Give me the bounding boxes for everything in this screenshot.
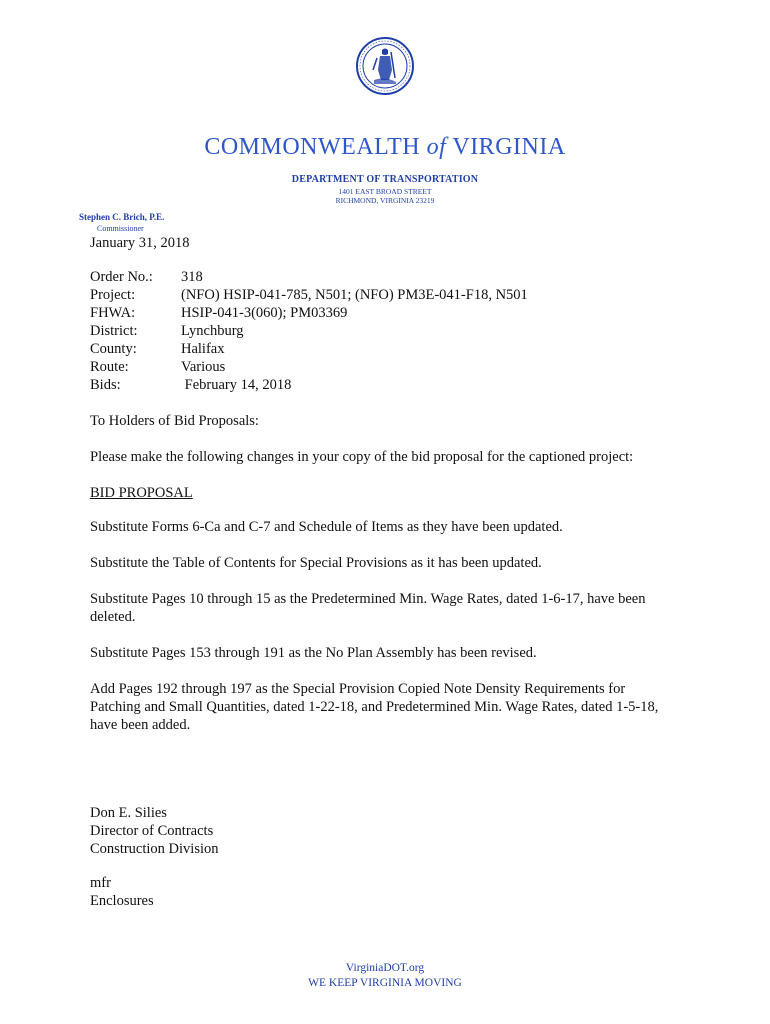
address-street: 1401 EAST BROAD STREET [338, 187, 432, 196]
typist-initials: mfr [90, 875, 111, 891]
fhwa-row [90, 304, 528, 322]
footer-slogan: WE KEEP VIRGINIA MOVING [308, 977, 462, 989]
order-number-row [90, 268, 528, 286]
route-row [90, 358, 528, 376]
info-value: (NFO) HSIP-041-785, N501; (NFO) PM3E-041-F18, N501 [181, 287, 528, 303]
address-city: RICHMOND, VIRGINIA 23219 [335, 196, 435, 205]
info-label: County: [90, 341, 137, 357]
commissioner-title: Commissioner [97, 224, 144, 233]
footer-website: VirginiaDOT.org [345, 962, 425, 974]
greeting: To Holders of Bid Proposals: [90, 413, 259, 429]
change-paragraph: Substitute Forms 6-Ca and C-7 and Schedule of Items as they have been updated. [90, 519, 563, 535]
info-value: Halifax [181, 341, 225, 357]
enclosures-note: Enclosures [90, 893, 154, 909]
info-value: February 14, 2018 [181, 377, 292, 393]
commissioner-name: Stephen C. Brich, P.E. [79, 212, 165, 222]
commonwealth-word: COMMONWEALTH [204, 134, 421, 160]
section-heading: BID PROPOSAL [90, 485, 193, 501]
change-paragraph: Substitute Pages 10 through 15 as the Predetermined Min. Wage Rates, dated 1-6-17, have been deleted. [90, 591, 646, 625]
info-label: Project: [90, 287, 136, 303]
change-paragraph: Add Pages 192 through 197 as the Special Provision Copied Note Density Requirements for Patching and Small Quantities, dated 1-22-18, and Predetermined Min. Wage Rates, dated 1-5-18, have been added. [90, 681, 659, 733]
department-name: DEPARTMENT OF TRANSPORTATION [291, 174, 479, 185]
signer-title: Director of Contracts [90, 823, 214, 839]
closing-block [90, 874, 154, 910]
virginia-seal-icon [356, 36, 414, 96]
intro-paragraph: Please make the following changes in your copy of the bid proposal for the captioned project: [90, 449, 634, 465]
county-row [90, 340, 528, 358]
order-info-block [90, 268, 528, 394]
info-label: Order No.: [90, 269, 153, 285]
info-value: 318 [181, 269, 203, 285]
district-row [90, 322, 528, 340]
signature-block [90, 804, 219, 858]
info-label: Bids: [90, 377, 121, 393]
of-word: of [426, 134, 447, 160]
info-label: Route: [90, 359, 129, 375]
info-value: Various [181, 359, 226, 375]
virginia-word: VIRGINIA [452, 134, 566, 160]
info-value: HSIP-041-3(060); PM03369 [181, 305, 348, 321]
info-label: District: [90, 323, 138, 339]
info-value: Lynchburg [181, 323, 244, 339]
signer-name: Don E. Silies [90, 805, 167, 821]
project-row [90, 286, 528, 304]
bids-row [90, 376, 528, 394]
info-label: FHWA: [90, 305, 136, 321]
change-paragraph: Substitute Pages 153 through 191 as the No Plan Assembly has been revised. [90, 645, 537, 661]
commonwealth-heading [0, 134, 770, 161]
signer-division: Construction Division [90, 841, 219, 857]
change-paragraph: Substitute the Table of Contents for Special Provisions as it has been updated. [90, 555, 542, 571]
letter-date: January 31, 2018 [90, 235, 190, 251]
